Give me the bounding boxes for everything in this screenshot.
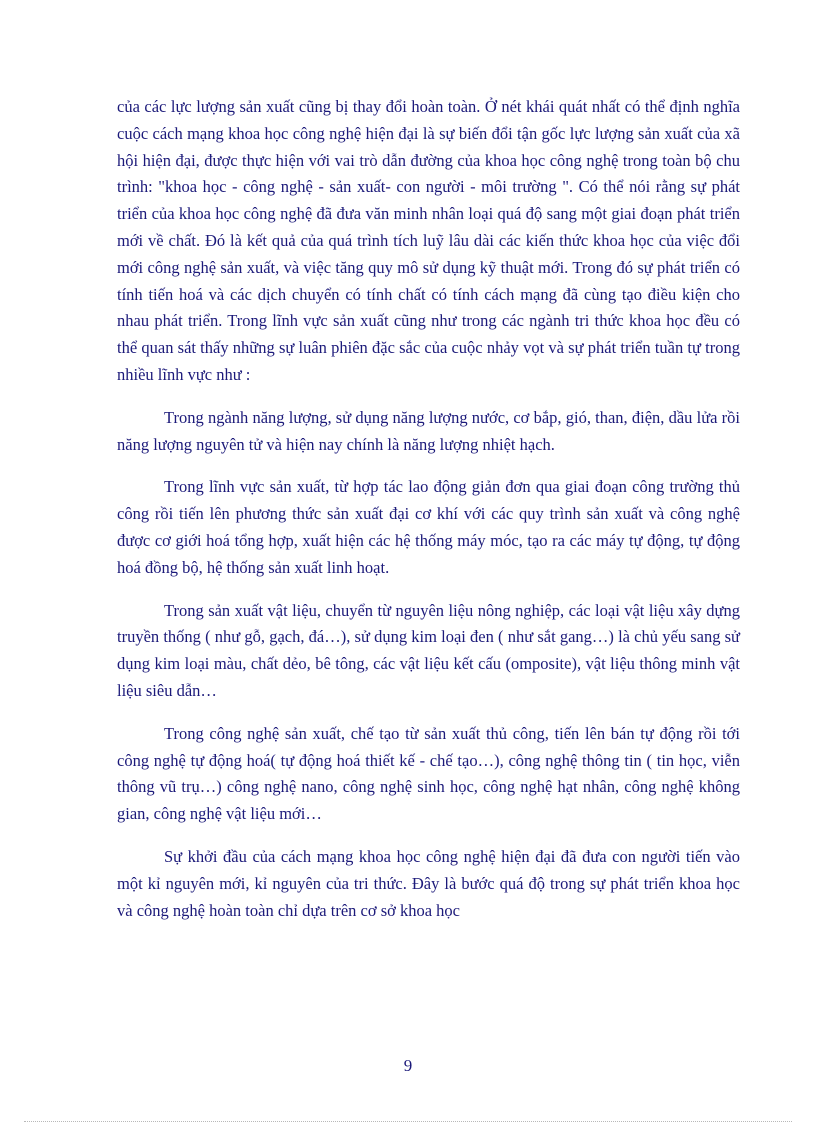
- paragraph-1: của các lực lượng sản xuất cũng bị thay đổi hoàn toàn. Ở nét khái quát nhất có thể định nghĩa cuộc cách mạng khoa học công nghệ hiện đại là sự biến đổi tận gốc lực lượng sản xuất của xã hội hiện đại, được thực hiện với vai trò dẫn đường của khoa học công nghệ trong toàn bộ chu trình: "khoa học - công nghệ - sản xuất- con người - môi trường ". Có thể nói rằng sự phát triển của khoa học công nghệ đã đưa văn minh nhân loại quá độ sang một giai đoạn phát triển mới về chất. Đó là kết quả của quá trình tích luỹ lâu dài các kiến thức khoa học của việc đổi mới công nghệ sản xuất, và việc tăng quy mô sử dụng kỹ thuật mới. Trong đó sự phát triển có tính tiến hoá và các dịch chuyển có tính chất có tính cách mạng đã cùng tạo điều kiện cho nhau phát triển. Trong lĩnh vực sản xuất cũng như trong các ngành tri thức khoa học đều có thể quan sát thấy những sự luân phiên đặc sắc của cuộc nhảy vọt và sự phát triển tuần tự trong nhiều lĩnh vực như :: [117, 97, 740, 384]
- body-text: [117, 94, 740, 940]
- page-bottom-divider: [24, 1121, 792, 1122]
- paragraph-3: Trong lĩnh vực sản xuất, từ hợp tác lao động giản đơn qua giai đoạn công trường thủ công rồi tiến lên phương thức sản xuất đại cơ khí với các quy trình sản xuất và công nghệ được cơ giới hoá tổng hợp, xuất hiện các hệ thống máy móc, tạo ra các máy tự động, tự động hoá đồng bộ, hệ thống sản xuất linh hoạt.: [117, 477, 740, 577]
- paragraph-4: Trong sản xuất vật liệu, chuyển từ nguyên liệu nông nghiệp, các loại vật liệu xây dựng truyền thống ( như gỗ, gạch, đá…), sử dụng kim loại đen ( như sắt gang…) là chủ yếu sang sử dụng kim loại màu, chất dẻo, bê tông, các vật liệu kết cấu (omposite), vật liệu thông minh vật liệu siêu dẫn…: [117, 600, 740, 700]
- page-number: 9: [403, 1056, 413, 1075]
- paragraph-5: Trong công nghệ sản xuất, chế tạo từ sản xuất thủ công, tiến lên bán tự động rồi tới công nghệ tự động hoá( tự động hoá thiết kế - chế tạo…), công nghệ thông tin ( tin học, viễn thông vũ trụ…) công nghệ nano, công nghệ sinh học, công nghệ hạt nhân, công nghệ không gian, công nghệ vật liệu mới…: [117, 723, 740, 824]
- paragraph-6: Sự khởi đầu của cách mạng khoa học công nghệ hiện đại đã đưa con người tiến vào một kỉ nguyên mới, kỉ nguyên của tri thức. Đây là bước quá độ trong sự phát triển khoa học và công nghệ hoàn toàn chỉ dựa trên cơ sở khoa học: [117, 846, 740, 920]
- paragraph-2: Trong ngành năng lượng, sử dụng năng lượng nước, cơ bắp, gió, than, điện, dầu lửa rồi năng lượng nguyên tử và hiện nay chính là năng lượng nhiệt hạch.: [117, 407, 740, 454]
